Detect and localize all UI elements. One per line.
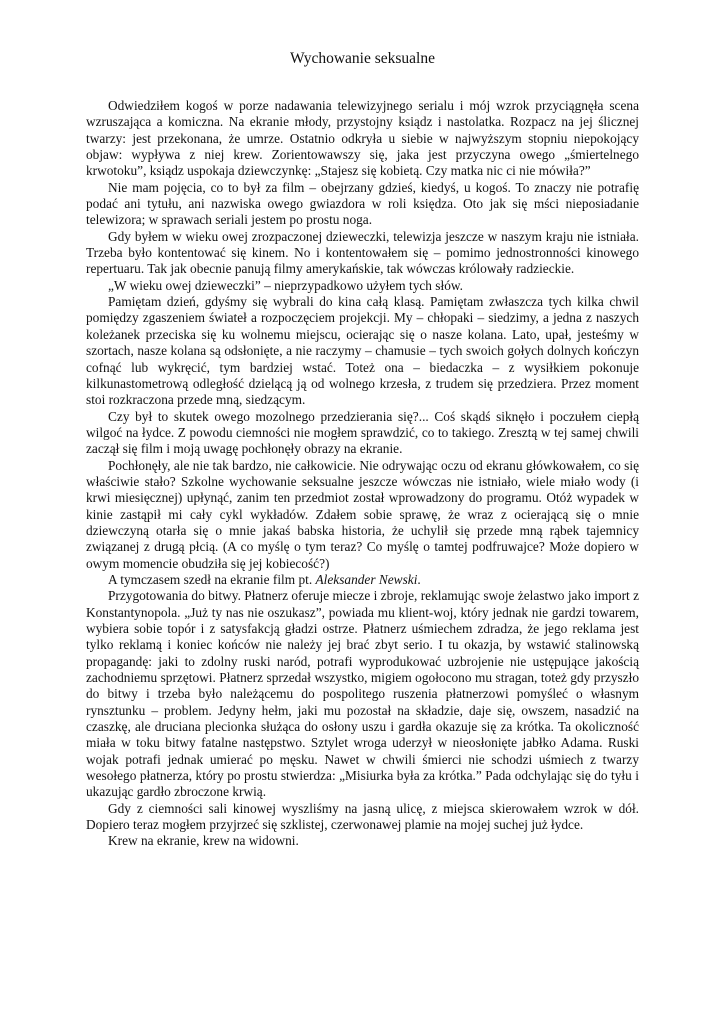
paragraph-11: Krew na ekranie, krew na widowni. [108,833,299,849]
paragraph-8 [86,572,639,588]
document-title: Wychowanie seksualne [290,50,435,67]
paragraph-10: Gdy z ciemności sali kinowej wyszliśmy na jasną ulicę, z miejsca skierowałem wzrok w dół. Dopiero teraz mogłem przyjrzeć się szklistej, czerwonawej plamie na mojej suchej już łydce. [86,800,639,833]
film-title-suffix: . [417,571,421,587]
paragraph-9: Przygotowania do bitwy. Płatnerz oferuje miecze i zbroje, reklamując swoje żelastwo jako import z Konstantynopola. „Już ty nas nie oszukasz”, powiada mu klient-woj, który jednak nie gardzi towarem, wybiera sobie topór i z satysfakcją gładzi ostrze. Płatnerz uśmiechem zdradza, że jego reklama jest tylko reklamą i koniec końców nie należy jej brać zbyt serio. I tu okazja, by wstawić stalinowską propagandę: jaki to zdolny ruski naród, potrafi wyprodukować uzbrojenie nie ustępujące jakością zachodniemu sprzętowi. Płatnerz sprzedał wszystko, migiem ogołocono mu stragan, toteż gdy przyszło do bitwy i trzeba było należącemu do pospolitego ruszenia płatnerzowi pomyśleć o własnym rynsztunku – problem. Jedyny hełm, jaki mu pozostał na składzie, daje się, owszem, nasadzić na czaszkę, ale druciana plecionka służąca do osłony uszu i gardła okazuje się za krótka. Ta okoliczność miała w toku bitwy fatalne następstwo. Sztylet wroga uderzył w nieosłonięte jabłko Adama. Ruski wojak potrafi jednak umierać po męsku. Nawet w chwili śmierci nie schodzi uśmiech z twarzy wesołego płatnerza, który po prostu stwierdza: „Misiurka była za krótka.” Pada odchylając się do tyłu i ukazując gardło zbroczone krwią. [86,588,639,800]
document-body [86,98,639,850]
paragraph-1: Odwiedziłem kogoś w porze nadawania telewizyjnego serialu i mój wzrok przyciągnęła scena wzruszająca a komiczna. Na ekranie młody, przystojny ksiądz i nastolatka. Rozpacz na jej ślicznej twarzy: jest przekonana, że umrze. Ostatnio odkryła u siebie w najwyższym stopniu niepokojący objaw: wypływa z niej krew. Zorientowawszy się, jaka jest przyczyna owego „śmiertelnego krwotoku”, ksiądz uspokaja dziewczynkę: „Stajesz się kobietą. Czy matka nic ci nie mówiła?” [86,98,639,179]
film-title: Aleksander Newski [315,571,418,587]
paragraph-6: Czy był to skutek owego mozolnego przedzierania się?... Coś skądś siknęło i poczułem ciepłą wilgoć na łydce. Z powodu ciemności nie mogłem sprawdzić, co to takiego. Zresztą w tej samej chwili zaczął się film i moją uwagę pochłonęły obrazy na ekranie. [86,408,639,457]
paragraph-7: Pochłonęły, ale nie tak bardzo, nie całkowicie. Nie odrywając oczu od ekranu główkowałem, co się właściwie stało? Szkolne wychowanie seksualne jeszcze wówczas nie istniało, wiele miało wody (i krwi miesięcznej) upłynąć, zanim ten przedmiot został wprowadzony do programu. Otóż wypadek w kinie zastąpił mi cały cykl wykładów. Zdałem sobie sprawę, że wraz z ocierającą się o mnie dziewczyną otarła się o mnie jakaś babska historia, że uchylił się przede mną rąbek tajemnicy związanej z drugą płcią. (A co myślę o tym teraz? Co myślę o tamtej podfruwajce? Może dopiero w owym momencie obudziła się jej kobiecość?) [86,457,639,571]
paragraph-4: „W wieku owej dzieweczki” – nieprzypadkowo użyłem tych słów. [108,277,463,293]
film-title-prefix: A tymczasem szedł na ekranie film pt. [108,571,316,587]
paragraph-5: Pamiętam dzień, gdyśmy się wybrali do kina całą klasą. Pamiętam zwłaszcza tych kilka chwil pomiędzy zgaszeniem świateł a rozpoczęciem projekcji. My – chłopaki – siedzimy, a jedna z naszych koleżanek przeciska się ku wolnemu miejscu, ocierając się o nasze kolana. Lato, upał, jesteśmy w szortach, nasze kolana są odsłonięte, a nie raczymy – chamusie – tych swoich gołych dolnych kończyn cofnąć lub wykręcić, tym bardziej wstać. Toteż ona – biedaczka – z wysiłkiem pokonuje kilkunastometrową odległość dzielącą ją od wolnego krzesła, z trudem się przedziera. Przez moment stoi rozkraczona przede mną, siedzącym. [86,294,639,408]
paragraph-3: Gdy byłem w wieku owej zrozpaczonej dzieweczki, telewizja jeszcze w naszym kraju nie istniała. Trzeba było kontentować się kinem. No i kontentowałem się – pomimo jednostronności kinowego repertuaru. Tak jak obecnie panują filmy amerykańskie, tak wówczas królowały radzieckie. [86,228,639,277]
paragraph-2: Nie mam pojęcia, co to był za film – obejrzany gdzieś, kiedyś, u kogoś. To znaczy nie potrafię podać ani tytułu, ani nazwiska owego gwiazdora w roli księdza. Oto jak się mści nieposiadanie telewizora; w sprawach seriali jestem po prostu noga. [86,179,639,228]
